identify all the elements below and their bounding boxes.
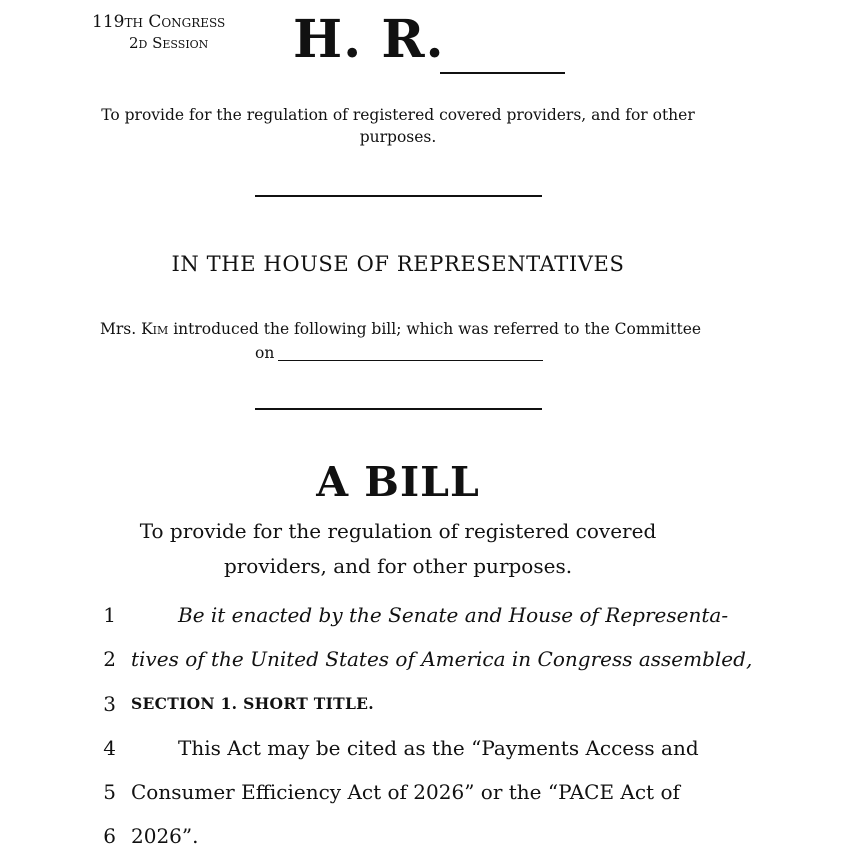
session-label: 2d Session xyxy=(129,34,209,52)
line-number: 3 xyxy=(103,692,116,716)
sponsor-name: Kim xyxy=(141,320,169,338)
committee-line: on xyxy=(255,344,275,362)
introduction-line xyxy=(100,318,701,340)
committee-blank xyxy=(278,360,543,361)
bill-heading: A BILL xyxy=(316,458,480,506)
line-number: 6 xyxy=(103,824,116,848)
line-number: 4 xyxy=(103,736,116,760)
line-text: This Act may be cited as the “Payments Access and xyxy=(178,736,699,760)
bill-line xyxy=(0,644,864,688)
line-number: 1 xyxy=(103,603,116,627)
purpose-summary: To provide for the regulation of registered covered providers, and for other purposes. xyxy=(101,106,695,146)
intro-suffix: introduced the following bill; which was referred to the Committee xyxy=(168,320,702,338)
line-text: 2026”. xyxy=(131,824,199,848)
divider-rule xyxy=(255,408,542,410)
bill-line xyxy=(0,733,864,777)
bill-line xyxy=(0,777,864,821)
line-text: Consumer Efficiency Act of 2026” or the “PACE Act of xyxy=(131,780,680,804)
intro-prefix: Mrs. xyxy=(100,320,142,338)
line-text: tives of the United States of America in Congress assembled, xyxy=(131,647,753,671)
chamber-heading: IN THE HOUSE OF REPRESENTATIVES xyxy=(171,252,625,276)
section-heading: SECTION 1. SHORT TITLE. xyxy=(131,694,374,713)
congress-label: 119th Congress xyxy=(92,12,226,32)
bill-line xyxy=(0,600,864,644)
line-text: Be it enacted by the Senate and House of Representa- xyxy=(178,603,729,627)
bill-line xyxy=(0,689,864,733)
long-title: To provide for the regulation of registered covered providers, and for other purposes. xyxy=(139,519,657,578)
line-number: 2 xyxy=(103,647,116,671)
bill-designation: H. R. xyxy=(293,9,445,70)
line-number: 5 xyxy=(103,780,116,804)
divider-rule xyxy=(255,195,542,197)
bill-number-blank xyxy=(440,72,565,74)
bill-line xyxy=(0,821,864,865)
